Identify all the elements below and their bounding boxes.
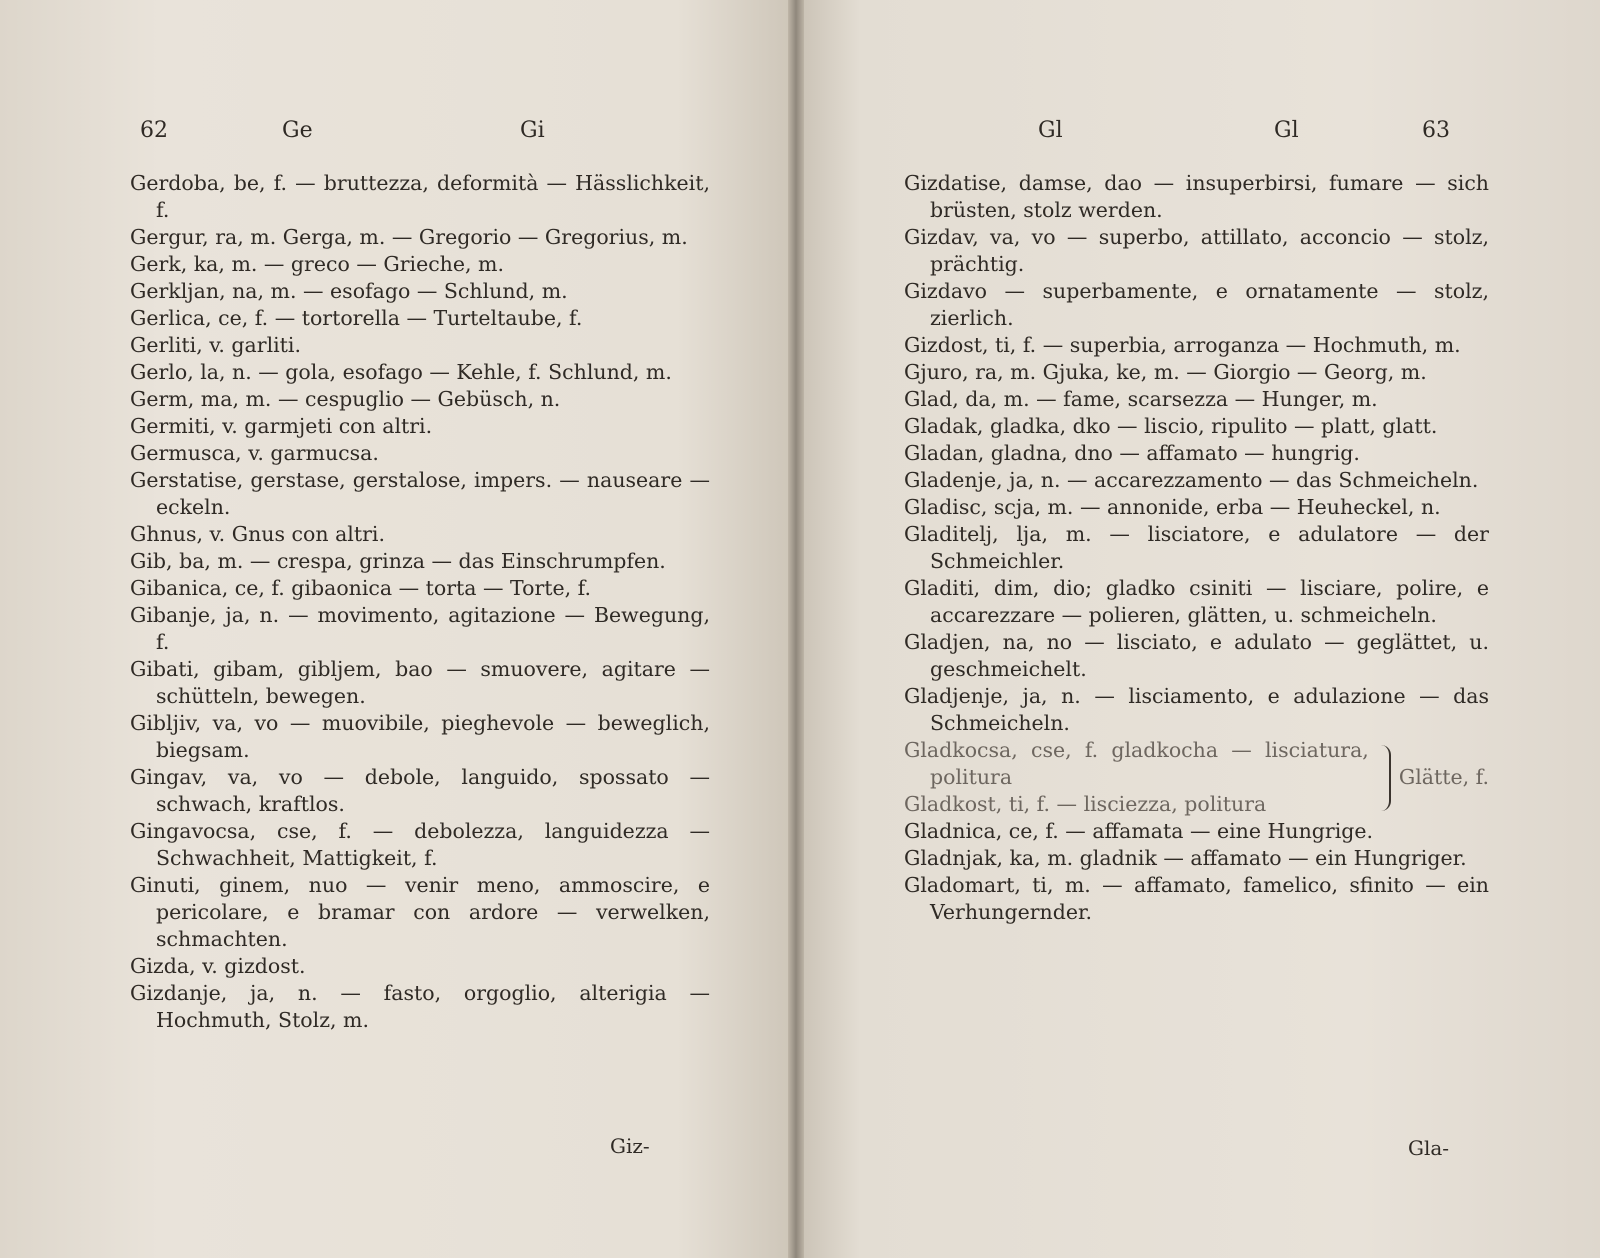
dictionary-entry: Gibati, gibam, gibljem, bao — smuovere, agitare — schütteln, bewegen. <box>130 657 710 708</box>
dictionary-entry: Gladan, gladna, dno — affamato — hungrig. <box>904 441 1360 465</box>
dictionary-entry: Gladomart, ti, m. — affamato, famelico, sfinito — ein Verhungernder. <box>904 873 1489 924</box>
right-guide-word: Gl <box>1274 118 1299 143</box>
dictionary-entry: Gibljiv, va, vo — muovibile, pieghevole — beweglich, biegsam. <box>130 711 710 762</box>
dictionary-entry: Gibanica, ce, f. gibaonica — torta — Torte, f. <box>130 576 592 600</box>
left-page-entries <box>130 170 710 1034</box>
dictionary-entry: Glad, da, m. — fame, scarsezza — Hunger, m. <box>904 387 1378 411</box>
dictionary-entry: Gladnica, ce, f. — affamata — eine Hungrige. <box>904 819 1374 843</box>
page-number: 62 <box>140 118 168 143</box>
dictionary-entry: Gingavocsa, cse, f. — debolezza, languidezza — Schwachheit, Mattigkeit, f. <box>130 819 710 870</box>
dictionary-entry: Gladjen, na, no — lisciato, e adulato — geglättet, u. geschmeichelt. <box>904 630 1489 681</box>
dictionary-entry: Gizdost, ti, f. — superbia, arroganza — Hochmuth, m. <box>904 333 1461 357</box>
dictionary-entry: Gladenje, ja, n. — accarezzamento — das Schmeicheln. <box>904 468 1479 492</box>
brace-target: Glätte, f. <box>1398 765 1489 789</box>
dictionary-entry: Gerliti, v. garliti. <box>130 333 301 357</box>
dictionary-entry: Gladjenje, ja, n. — lisciamento, e adulazione — das Schmeicheln. <box>904 684 1489 735</box>
right-guide-word: Gi <box>520 118 545 143</box>
left-guide-word: Gl <box>1038 118 1063 143</box>
dictionary-entry: Gizdanje, ja, n. — fasto, orgoglio, alterigia — Hochmuth, Stolz, m. <box>130 981 710 1032</box>
left-guide-word: Ge <box>282 118 313 143</box>
dictionary-entry: Gizdavo — superbamente, e ornatamente — stolz, zierlich. <box>904 279 1489 330</box>
dictionary-entry: Gladnjak, ka, m. gladnik — affamato — ein Hungriger. <box>904 846 1467 870</box>
dictionary-entry: Gladitelj, lja, m. — lisciatore, e adulatore — der Schmeichler. <box>904 522 1489 573</box>
dictionary-entry: Gerlica, ce, f. — tortorella — Turteltaube, f. <box>130 306 583 330</box>
entries-before <box>904 170 1489 737</box>
book-gutter <box>788 0 804 1258</box>
dictionary-entry: Germ, ma, m. — cespuglio — Gebüsch, n. <box>130 387 561 411</box>
page-number: 63 <box>1422 118 1450 143</box>
dictionary-entry: Gib, ba, m. — crespa, grinza — das Einschrumpfen. <box>130 549 666 573</box>
dictionary-entry: Gladak, gladka, dko — liscio, ripulito — platt, glatt. <box>904 414 1438 438</box>
dictionary-entry: Germiti, v. garmjeti con altri. <box>130 414 433 438</box>
left-page <box>0 0 796 1258</box>
dictionary-entry: Ghnus, v. Gnus con altri. <box>130 522 385 546</box>
brace-group <box>904 737 1489 818</box>
dictionary-entry: Gerstatise, gerstase, gerstalose, impers. — nauseare — eckeln. <box>130 468 710 519</box>
dictionary-entry: Gladisc, scja, m. — annonide, erba — Heuheckel, n. <box>904 495 1441 519</box>
dictionary-entry: Gerk, ka, m. — greco — Grieche, m. <box>130 252 505 276</box>
right-page-entries <box>904 170 1489 926</box>
right-page <box>796 0 1600 1258</box>
brace-lines <box>904 737 1369 818</box>
dictionary-entry: Gladiti, dim, dio; gladko csiniti — lisciare, polire, e accarezzare — polieren, glätten, u. schmeicheln. <box>904 576 1489 627</box>
dictionary-entry: Gladkocsa, cse, f. gladkocha — lisciatura, politura <box>904 738 1369 789</box>
curly-brace <box>1375 745 1391 811</box>
catchword: Giz- <box>610 1134 650 1158</box>
dictionary-entry: Gladkost, ti, f. — lisciezza, politura <box>904 792 1267 816</box>
entries-after <box>904 818 1489 926</box>
dictionary-entry: Gingav, va, vo — debole, languido, spossato — schwach, kraftlos. <box>130 765 710 816</box>
dictionary-entry: Gizdatise, damse, dao — insuperbirsi, fumare — sich brüsten, stolz werden. <box>904 171 1489 222</box>
dictionary-entry: Germusca, v. garmucsa. <box>130 441 379 465</box>
dictionary-entry: Gerkljan, na, m. — esofago — Schlund, m. <box>130 279 568 303</box>
dictionary-entry: Gizda, v. gizdost. <box>130 954 306 978</box>
dictionary-entry: Gergur, ra, m. Gerga, m. — Gregorio — Gregorius, m. <box>130 225 688 249</box>
dictionary-entry: Gjuro, ra, m. Gjuka, ke, m. — Giorgio — Georg, m. <box>904 360 1427 384</box>
dictionary-entry: Gibanje, ja, n. — movimento, agitazione — Bewegung, f. <box>130 603 710 654</box>
dictionary-entry: Gerdoba, be, f. — bruttezza, deformità — Hässlichkeit, f. <box>130 171 710 222</box>
dictionary-entry: Gizdav, va, vo — superbo, attillato, acconcio — stolz, prächtig. <box>904 225 1489 276</box>
dictionary-entry: Gerlo, la, n. — gola, esofago — Kehle, f. Schlund, m. <box>130 360 672 384</box>
catchword: Gla- <box>1408 1136 1450 1160</box>
dictionary-entry: Ginuti, ginem, nuo — venir meno, ammoscire, e pericolare, e bramar con ardore — verwelken, schmachten. <box>130 873 710 951</box>
